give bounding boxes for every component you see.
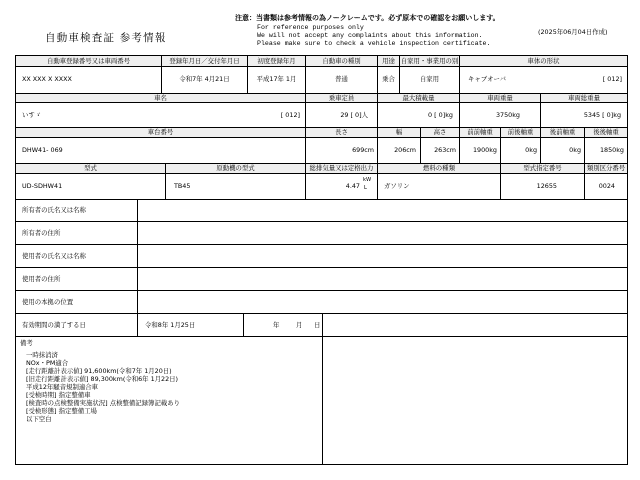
value-front-front-axle: 1900kg <box>472 146 497 154</box>
label-rear-rear-axle: 後後軸重 <box>593 128 619 136</box>
label-use: 用途 <box>382 57 395 65</box>
value-use: 乗合 <box>382 75 395 83</box>
label-rear-front-axle: 後前軸重 <box>549 128 576 136</box>
label-private-business: 自家用・事業用の別 <box>400 57 459 65</box>
value-width: 206cm <box>394 146 416 154</box>
label-max-load: 最大積載量 <box>402 94 435 102</box>
value-body-shape: キャブオーバ <box>468 75 506 83</box>
label-make: 車名 <box>154 94 167 102</box>
label-body-shape: 車体の形状 <box>527 57 560 65</box>
label-remarks: 備考 <box>20 339 33 347</box>
value-make-code: [ 012] <box>280 111 300 119</box>
value-body-shape-code: [ 012] <box>602 75 622 83</box>
value-rear-rear-axle: 1850kg <box>599 146 624 154</box>
value-length: 699cm <box>352 146 374 154</box>
label-vehicle-weight: 車両重量 <box>487 94 513 102</box>
value-first-registration: 平成17年 1月 <box>256 75 297 83</box>
notice-english-2: We will not accept any complaints about this information. <box>257 32 483 39</box>
document-title: 自動車検査証 参考情報 <box>45 32 167 44</box>
displacement-unit-kw: kW <box>363 177 372 183</box>
remarks-line: NOx・PM適合 <box>26 359 69 367</box>
label-vehicle-kind: 自動車の種別 <box>322 57 361 65</box>
value-vehicle-kind: 普通 <box>335 75 348 83</box>
value-displacement: 4.47 <box>345 182 360 190</box>
label-category-number: 類別区分番号 <box>586 164 626 172</box>
value-rear-front-axle: 0kg <box>569 146 581 154</box>
label-fuel: 燃料の種類 <box>423 164 455 172</box>
label-length: 長さ <box>335 128 348 136</box>
displacement-unit-liter: L <box>364 185 367 191</box>
expiry-blank-month: 月 <box>296 321 303 329</box>
label-chassis-number: 車台番号 <box>147 128 174 136</box>
expiry-blank-year: 年 <box>273 321 280 329</box>
created-date: (2025年06月04日作成) <box>538 28 608 36</box>
label-capacity: 乗車定員 <box>328 94 355 102</box>
label-model: 型式 <box>84 164 97 172</box>
label-first-registration: 初度登録年月 <box>257 57 296 65</box>
label-front-rear-axle: 前後軸重 <box>507 128 534 136</box>
value-front-rear-axle: 0kg <box>525 146 537 154</box>
label-gross-weight: 車両総重量 <box>568 94 600 102</box>
label-user-address: 使用者の住所 <box>22 275 61 283</box>
remarks-line: 一時抹消済 <box>26 351 58 359</box>
expiry-blank-day: 日 <box>314 321 321 329</box>
value-model-designation: 12655 <box>536 182 557 190</box>
label-owner-address: 所有者の住所 <box>22 229 61 237</box>
value-category-number: 0024 <box>598 182 615 190</box>
value-vehicle-weight: 3750kg <box>495 111 520 119</box>
value-capacity: 29 [ 0]人 <box>340 111 368 119</box>
value-gross-weight: 5345 [ 0]kg <box>583 111 621 119</box>
label-user-name: 使用者の氏名又は名称 <box>22 252 86 260</box>
remarks-line: [受検形態] 指定整備工場 <box>26 407 97 415</box>
label-owner-name: 所有者の氏名又は名称 <box>22 206 86 214</box>
value-max-load: 0 [ 0]kg <box>428 111 453 119</box>
remarks-line: [旧走行距離計表示値] 89,300km(令和6年 1月22日) <box>26 375 179 383</box>
remarks-line: 平成12年騒音規制適合車 <box>26 383 99 391</box>
value-make: いすゞ <box>22 111 42 119</box>
label-registration-number: 自動車登録番号又は車両番号 <box>46 57 131 65</box>
remarks-line: [走行距離計表示値] 91,600km(令和7年 1月20日) <box>26 367 172 375</box>
remarks-line: 以下空白 <box>26 415 52 423</box>
label-width: 幅 <box>395 128 403 136</box>
value-fuel: ガソリン <box>384 182 410 190</box>
label-height: 高さ <box>433 128 447 136</box>
value-registration-number: XX XXX X XXXX <box>22 75 72 83</box>
value-height: 263cm <box>434 146 456 154</box>
value-private-business: 自家用 <box>419 75 440 83</box>
value-expiry-date: 令和8年 1月25日 <box>145 321 196 329</box>
remarks-line: [受検時期] 指定整備車 <box>26 391 91 399</box>
label-model-designation: 型式指定番号 <box>523 164 562 172</box>
label-base-location: 使用の本拠の位置 <box>22 298 74 306</box>
value-registration-date: 令和7年 4月21日 <box>179 75 230 83</box>
notice-japanese: 注意：当書類は参考情報の為ノークレームです。必ず原本での確認をお願いします。 <box>235 14 500 22</box>
value-engine-model: TB45 <box>174 182 191 190</box>
value-chassis-number: DHW41- 069 <box>22 146 63 154</box>
remarks-line: [検査時の点検整備実施状況] 点検整備記録簿記載あり <box>26 399 181 407</box>
label-expiry-date: 有効期間の満了する日 <box>22 321 86 329</box>
notice-english-3: Please make sure to check a vehicle inspection certificate. <box>257 40 491 47</box>
notice-english-1: For reference purposes only <box>257 24 364 31</box>
label-front-front-axle: 前前軸重 <box>467 128 493 136</box>
value-model: UD-SDHW41 <box>22 182 63 190</box>
label-displacement: 総排気量又は定格出力 <box>309 164 374 172</box>
label-engine-model: 原動機の型式 <box>216 164 255 172</box>
label-registration-date: 登録年月日／交付年月日 <box>169 57 240 65</box>
